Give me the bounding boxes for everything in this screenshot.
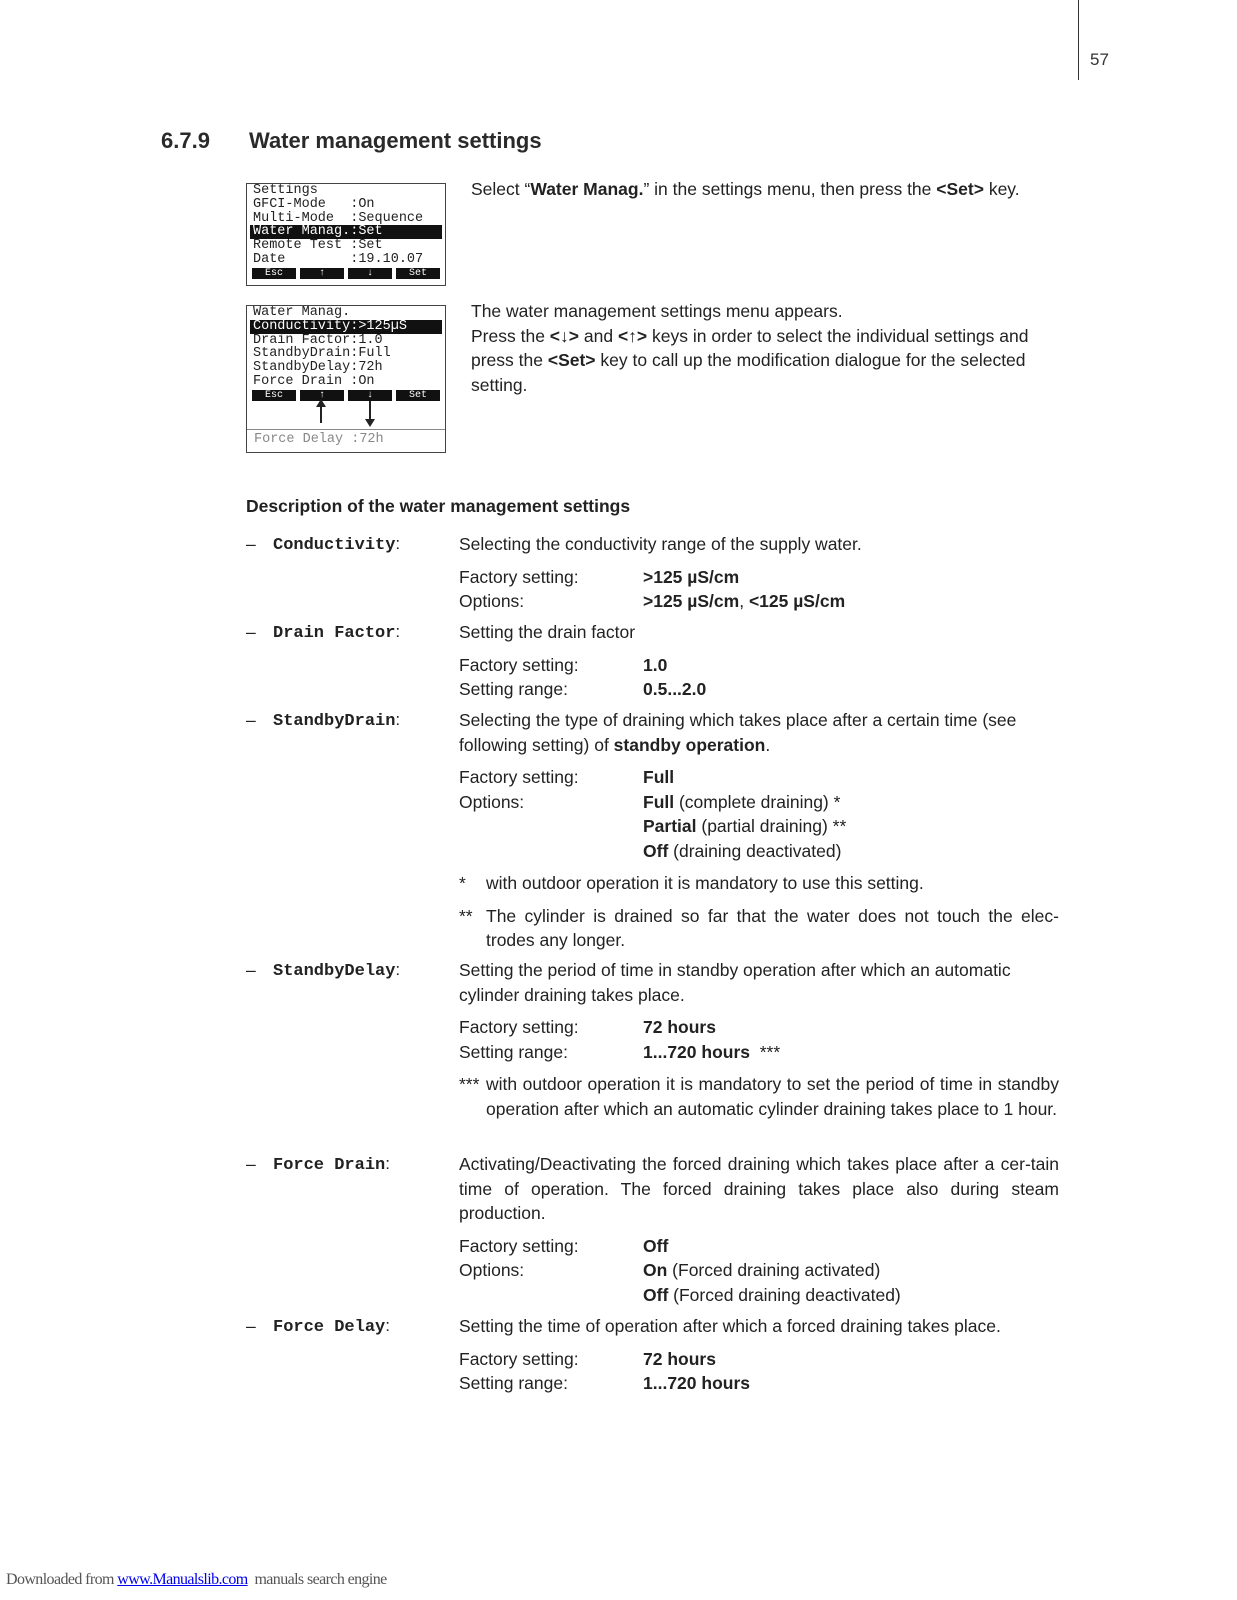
- esc-key: Esc: [252, 268, 296, 279]
- page-number: 57: [1090, 50, 1109, 69]
- set-key: Set: [396, 390, 440, 401]
- lcd-softkeys: [247, 389, 445, 401]
- lcd-line-selected: Conductivity:>125µS: [250, 320, 442, 334]
- manualslib-link[interactable]: www.Manualslib.com: [117, 1571, 248, 1588]
- arrow-up-icon: [320, 401, 322, 423]
- arrow-down-icon: [369, 401, 371, 423]
- footnote: ** The cylinder is drained so far that the water does not touch the elec-trodes any longer.: [459, 905, 1059, 950]
- up-arrow-key: ↑: [300, 268, 344, 279]
- section-number: 6.7.9: [161, 128, 210, 153]
- lcd-line: StandbyDelay:72h: [253, 360, 383, 376]
- lcd-line: Multi-Mode :Sequence: [253, 210, 424, 226]
- section-title: Water management settings: [249, 128, 542, 153]
- set-key: Set: [396, 268, 440, 279]
- lcd-line: Water Manag.: [253, 305, 351, 320]
- scroll-arrows: [247, 401, 445, 429]
- down-arrow-key: ↓: [348, 268, 392, 279]
- lcd-screen-water-manag: [246, 305, 446, 453]
- esc-key: Esc: [252, 390, 296, 401]
- footnote: * with outdoor operation it is mandatory to use this setting.: [459, 873, 924, 893]
- lcd-line-selected: Water Manag.:Set: [250, 225, 442, 239]
- lcd-line: GFCI-Mode :On: [253, 196, 375, 212]
- footer-download-note: Downloaded from www.Manualslib.com manuals search engine: [6, 1571, 387, 1588]
- description-heading: Description of the water management settings: [246, 496, 631, 516]
- lcd-line: Drain Factor:1.0: [253, 332, 383, 348]
- lcd-line: Force Drain :On: [253, 373, 375, 389]
- lcd-line: Settings: [253, 183, 318, 198]
- lcd-line: Remote Test :Set: [253, 238, 383, 254]
- down-arrow-key: ↓: [348, 390, 392, 401]
- lcd-screen-settings: [246, 183, 446, 286]
- intro-paragraph-2: The water management settings menu appears. Press the <↓> and <↑> keys in order to select the individual settings and press the <Set> key to call up the modification dialogue for the selected setting.: [471, 301, 1029, 395]
- lcd-softkeys: [247, 267, 445, 279]
- footnote: *** with outdoor operation it is mandatory to set the period of time in standby operation after which an automatic cylinder draining takes place to 1 hour.: [459, 1074, 1059, 1119]
- lcd-hidden-line: Force Delay :72h: [247, 429, 445, 448]
- lcd-line: Date :19.10.07: [253, 251, 424, 267]
- page-margin-rule: [1078, 0, 1079, 80]
- lcd-line: StandbyDrain:Full: [253, 346, 391, 362]
- up-arrow-key: ↑: [300, 390, 344, 401]
- intro-paragraph-1: Select “Water Manag.” in the settings menu, then press the <Set> key.: [471, 179, 1020, 199]
